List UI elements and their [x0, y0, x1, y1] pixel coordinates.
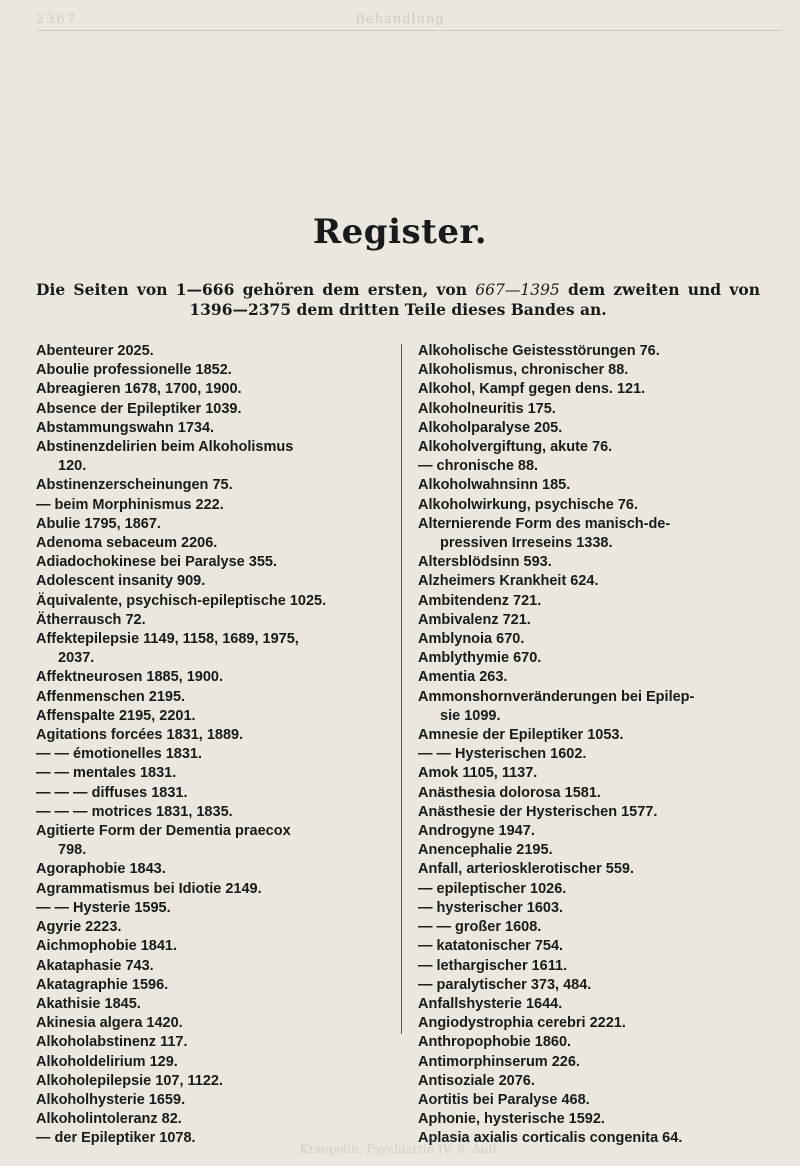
index-entry: Aichmophobie 1841.	[36, 938, 178, 955]
index-entry: Alternierende Form des manisch-de-	[418, 515, 671, 532]
index-entry: — beim Morphinismus 222.	[36, 496, 224, 513]
index-entry: Alkoholepilepsie 107, 1122.	[36, 1072, 223, 1089]
index-entry: Anthropophobie 1860.	[418, 1034, 572, 1051]
index-entry: Abreagieren 1678, 1700, 1900.	[36, 381, 242, 398]
index-entry: Adolescent insanity 909.	[36, 573, 206, 590]
index-entry: Amok 1105, 1137.	[418, 765, 538, 782]
running-title: Behandlung	[355, 12, 445, 27]
register-columns	[36, 342, 784, 1147]
intro-paragraph	[36, 280, 760, 319]
index-entry: Amnesie der Epileptiker 1053.	[418, 727, 624, 744]
index-entry: Amentia 263.	[418, 669, 508, 686]
index-entry: Alkoholwirkung, psychische 76.	[418, 496, 638, 513]
index-entry: Altersblödsinn 593.	[418, 554, 552, 571]
page-title: Register.	[312, 212, 488, 252]
index-entry: — der Epileptiker 1078.	[36, 1130, 196, 1147]
index-entry: Alkoholismus, chronischer 88.	[418, 362, 629, 379]
index-entry: — epileptischer 1026.	[418, 880, 567, 897]
index-entry: Anencephalie 2195.	[418, 842, 553, 859]
index-entry: — — Hysterischen 1602.	[418, 746, 587, 763]
index-entry: — — émotionelles 1831.	[36, 746, 203, 763]
index-entry: Agyrie 2223.	[36, 919, 122, 936]
index-entry: Adiadochokinese bei Paralyse 355.	[36, 554, 277, 571]
index-entry: Amblynoia 670.	[418, 631, 525, 648]
index-entry: Abstammungswahn 1734.	[36, 419, 215, 436]
index-entry: Amblythymie 670.	[418, 650, 542, 667]
index-entry: Akatagraphie 1596.	[36, 976, 169, 993]
index-entry: — — — motrices 1831, 1835.	[36, 803, 233, 820]
index-entry: Agrammatismus bei Idiotie 2149.	[36, 880, 262, 897]
index-entry: sie 1099.	[440, 707, 501, 724]
index-entry: Agitations forcées 1831, 1889.	[36, 727, 244, 744]
page-footer: Kraepelin, Psychiatrie IV. 8. Aufl.	[299, 1142, 501, 1156]
index-entry: Alkoholdelirium 129.	[36, 1053, 178, 1070]
index-entry: Alkoholische Geistesstörungen 76.	[418, 343, 660, 359]
page-number: 2367	[36, 12, 78, 27]
index-entry: — — Hysterie 1595.	[36, 899, 171, 916]
index-entry: Ambitendenz 721.	[418, 592, 542, 609]
index-entry: Alkohol, Kampf gegen dens. 121.	[418, 381, 646, 398]
intro-text-1: Die Seiten von 1—666 gehören dem ersten, von	[36, 280, 476, 299]
index-entry: Adenoma sebaceum 2206.	[36, 535, 218, 552]
intro-text-2: dem zweiten und von 1396—2375 dem dritten Teile dieses Bandes an.	[189, 280, 760, 319]
right-column	[418, 342, 784, 1147]
index-entry: Ätherrausch 72.	[36, 611, 146, 628]
index-entry: Agitierte Form der Dementia praecox	[36, 823, 291, 840]
index-entry: Alkoholvergiftung, akute 76.	[418, 439, 613, 456]
header-rule	[36, 30, 782, 31]
index-entry: Aboulie professionelle 1852.	[36, 362, 232, 379]
index-entry: Alkoholneuritis 175.	[418, 400, 556, 417]
index-entry: Alkoholintoleranz 82.	[36, 1111, 182, 1128]
left-column	[36, 342, 394, 1147]
intro-range-italic: 667—1395	[475, 281, 560, 299]
index-entry: Affektneurosen 1885, 1900.	[36, 669, 223, 686]
index-entry: Ammonshornveränderungen bei Epilep-	[418, 688, 695, 705]
index-entry: Alkoholwahnsinn 185.	[418, 477, 571, 494]
index-entry: Anästhesie der Hysterischen 1577.	[418, 803, 658, 820]
index-entry: Akataphasie 743.	[36, 957, 154, 974]
index-entry: — chronische 88.	[418, 458, 539, 475]
index-entry: — lethargischer 1611.	[418, 957, 568, 974]
index-entry: Angiodystrophia cerebri 2221.	[418, 1015, 626, 1032]
index-entry: Aplasia axialis corticalis congenita 64.	[418, 1130, 683, 1147]
index-entry: Antisoziale 2076.	[418, 1072, 535, 1089]
index-entry: Alkoholabstinenz 117.	[36, 1034, 188, 1051]
index-entry: Alzheimers Krankheit 624.	[418, 573, 599, 590]
index-entry: — paralytischer 373, 484.	[418, 976, 592, 993]
index-entry: Androgyne 1947.	[418, 823, 535, 840]
index-entry: 798.	[58, 842, 87, 859]
index-entry: Akathisie 1845.	[36, 995, 141, 1012]
index-entry: Agoraphobie 1843.	[36, 861, 166, 878]
index-entry: Aortitis bei Paralyse 468.	[418, 1091, 590, 1108]
index-entry: Ambivalenz 721.	[418, 611, 531, 628]
index-entry: Akinesia algera 1420.	[36, 1015, 183, 1032]
index-entry: Äquivalente, psychisch-epileptische 1025.	[36, 592, 327, 609]
index-entry: Anästhesia dolorosa 1581.	[418, 784, 601, 801]
column-divider	[401, 344, 402, 1034]
index-entry: Anfallshysterie 1644.	[418, 995, 563, 1012]
index-entry: Antimorphinserum 226.	[418, 1053, 580, 1070]
index-entry: Abstinenzerscheinungen 75.	[36, 477, 233, 494]
index-entry: Affektepilepsie 1149, 1158, 1689, 1975,	[36, 631, 299, 648]
index-entry: Alkoholparalyse 205.	[418, 419, 563, 436]
index-entry: — — — diffuses 1831.	[36, 784, 188, 801]
index-entry: Affenspalte 2195, 2201.	[36, 707, 196, 724]
index-entry: 120.	[58, 458, 87, 475]
index-entry: Affenmenschen 2195.	[36, 688, 186, 705]
index-entry: 2037.	[58, 650, 95, 667]
index-entry: Abulie 1795, 1867.	[36, 515, 161, 532]
index-entry: — katatonischer 754.	[418, 938, 564, 955]
index-entry: Anfall, arteriosklerotischer 559.	[418, 861, 634, 878]
index-entry: — — mentales 1831.	[36, 765, 177, 782]
index-entry: Abstinenzdelirien beim Alkoholismus	[36, 439, 294, 456]
running-header	[0, 8, 800, 30]
index-entry: — hysterischer 1603.	[418, 899, 564, 916]
index-entry: pressiven Irreseins 1338.	[440, 535, 613, 552]
index-entry: Alkoholhysterie 1659.	[36, 1091, 186, 1108]
index-entry: — — großer 1608.	[418, 919, 542, 936]
index-entry: Abenteurer 2025.	[36, 343, 154, 359]
index-entry: Aphonie, hysterische 1592.	[418, 1111, 605, 1128]
index-entry: Absence der Epileptiker 1039.	[36, 400, 242, 417]
